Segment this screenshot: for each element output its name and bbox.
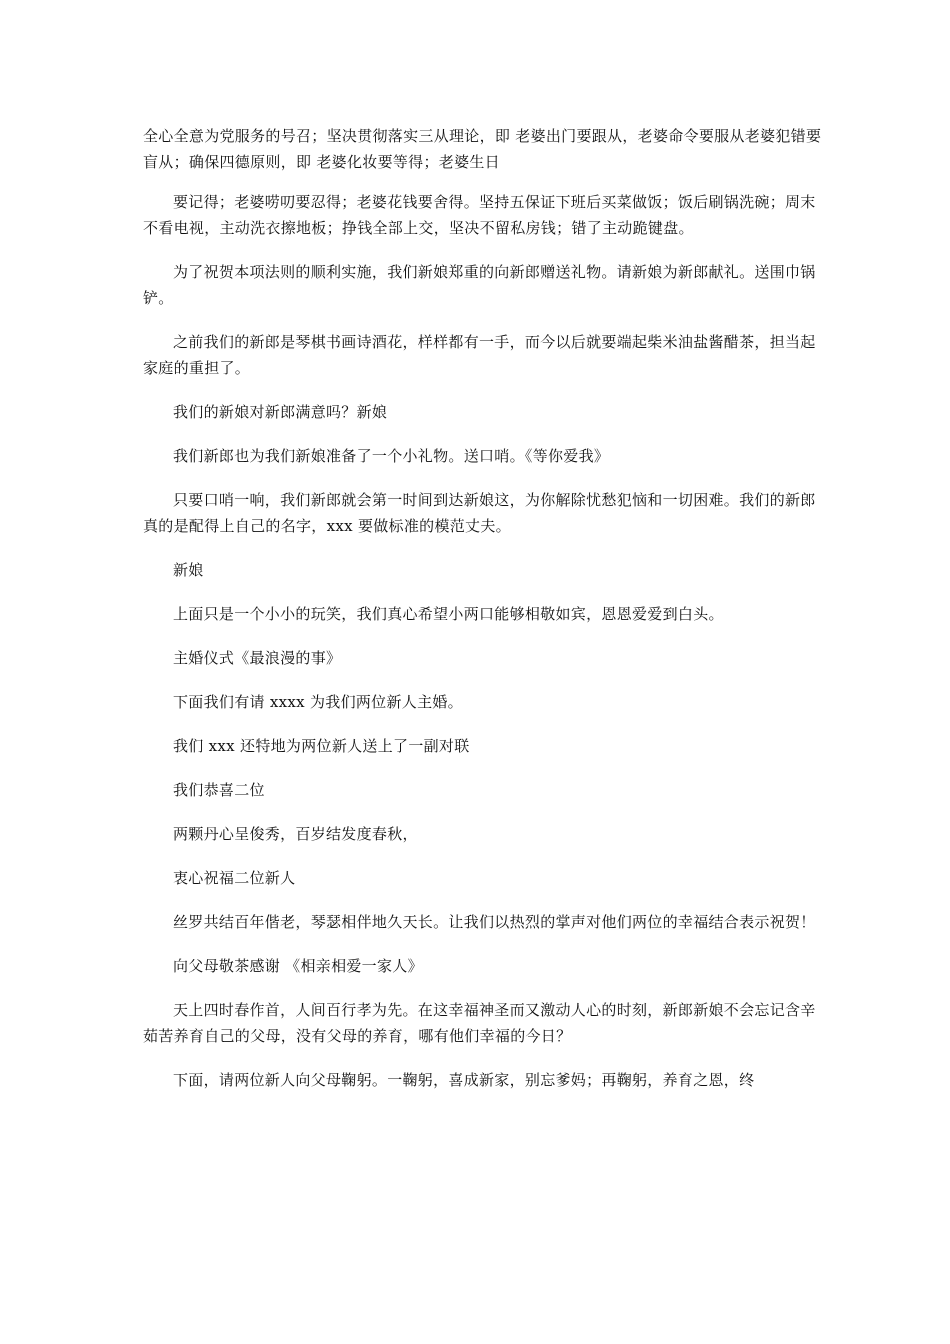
paragraph-8: 新娘 xyxy=(173,561,204,579)
paragraph-4: 之前我们的新郎是琴棋书画诗酒花，样样都有一手，而今以后就要端起柴米油盐酱醋茶，担当起家庭的重担了。 xyxy=(143,333,816,377)
paragraph-12: 我们 xxx 还特地为两位新人送上了一副对联 xyxy=(173,737,470,755)
paragraph-10: 主婚仪式《最浪漫的事》 xyxy=(173,649,342,667)
paragraph-3: 为了祝贺本项法则的顺利实施，我们新娘郑重的向新郎赠送礼物。请新娘为新郎献礼。送围巾锅铲。 xyxy=(143,263,816,307)
paragraph-19: 下面，请两位新人向父母鞠躬。一鞠躬，喜成新家，别忘爹妈；再鞠躬，养育之恩，终 xyxy=(173,1071,755,1089)
paragraph-11: 下面我们有请 xxxx 为我们两位新人主婚。 xyxy=(173,693,463,711)
paragraph-1: 全心全意为党服务的号召；坚决贯彻落实三从理论，即 老婆出门要跟从，老婆命令要服从老婆犯错要盲从；确保四德原则，即 老婆化妆要等得；老婆生日 xyxy=(143,127,822,171)
paragraph-9: 上面只是一个小小的玩笑，我们真心希望小两口能够相敬如宾，恩恩爱爱到白头。 xyxy=(173,605,724,623)
paragraph-5: 我们的新娘对新郎满意吗？新娘 xyxy=(173,403,388,421)
paragraph-13: 我们恭喜二位 xyxy=(173,781,265,799)
paragraph-16: 丝罗共结百年偕老，琴瑟相伴地久天长。让我们以热烈的掌声对他们两位的幸福结合表示祝贺！ xyxy=(173,913,816,931)
paragraph-17: 向父母敬茶感谢 《相亲相爱一家人》 xyxy=(173,957,423,975)
paragraph-15: 衷心祝福二位新人 xyxy=(173,869,296,887)
paragraph-7: 只要口哨一响，我们新郎就会第一时间到达新娘这，为你解除忧愁犯恼和一切困难。我们的新郎真的是配得上自己的名字，xxx 要做标准的模范丈夫。 xyxy=(143,491,816,535)
document-body xyxy=(143,123,823,1111)
paragraph-6: 我们新郎也为我们新娘准备了一个小礼物。送口哨。《等你爱我》 xyxy=(173,447,610,465)
paragraph-14: 两颗丹心呈俊秀，百岁结发度春秋， xyxy=(173,825,418,843)
paragraph-18: 天上四时春作首，人间百行孝为先。在这幸福神圣而又激动人心的时刻，新郎新娘不会忘记含辛茹苦养育自己的父母，没有父母的养育，哪有他们幸福的今日？ xyxy=(143,1001,816,1045)
paragraph-2: 要记得；老婆唠叨要忍得；老婆花钱要舍得。坚持五保证下班后买菜做饭；饭后刷锅洗碗；周末不看电视，主动洗衣擦地板；挣钱全部上交，坚决不留私房钱；错了主动跪键盘。 xyxy=(143,193,816,237)
